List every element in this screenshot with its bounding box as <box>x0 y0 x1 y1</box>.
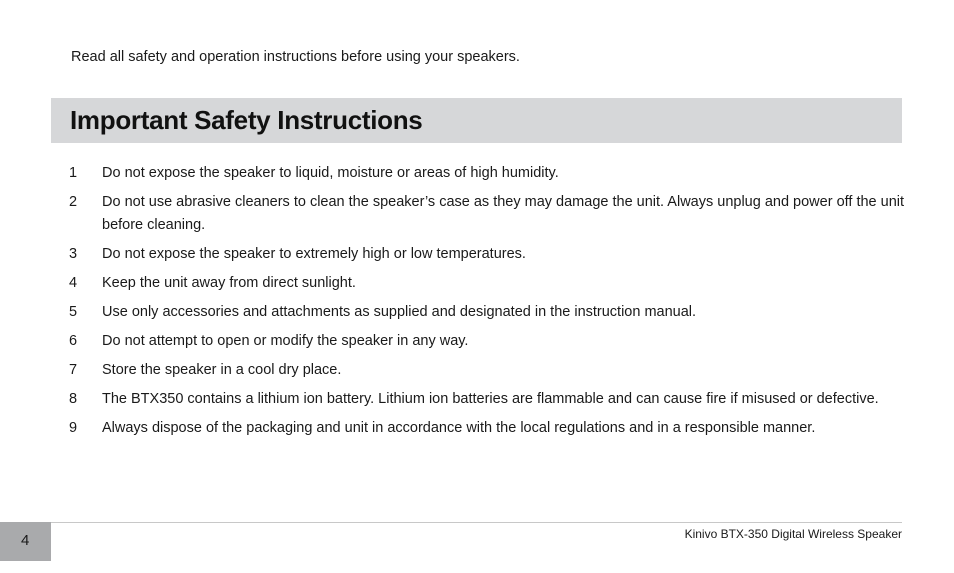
item-text: Do not use abrasive cleaners to clean the speaker’s case as they may damage the unit. Always unplug and power off the unit before cleaning. <box>102 194 905 233</box>
item-number: 1 <box>69 165 78 181</box>
list-item <box>69 272 905 295</box>
item-text: Use only accessories and attachments as supplied and designated in the instruction manual. <box>102 304 697 320</box>
list-item <box>69 417 905 440</box>
list-item <box>69 301 905 324</box>
item-text: Do not expose the speaker to extremely high or low temperatures. <box>102 246 526 262</box>
list-item <box>69 388 905 411</box>
item-number: 3 <box>69 246 78 262</box>
item-number: 8 <box>69 391 78 407</box>
list-item <box>69 191 905 237</box>
item-text: Do not expose the speaker to liquid, moisture or areas of high humidity. <box>102 165 559 181</box>
item-text: Do not attempt to open or modify the speaker in any way. <box>102 333 469 349</box>
item-number: 6 <box>69 333 78 349</box>
item-text: Store the speaker in a cool dry place. <box>102 362 342 378</box>
item-text: The BTX350 contains a lithium ion battery. Lithium ion batteries are flammable and can cause fire if misused or defective. <box>102 391 879 407</box>
list-item <box>69 243 905 266</box>
item-number: 9 <box>69 420 78 436</box>
intro-text: Read all safety and operation instructions before using your speakers. <box>71 49 520 65</box>
item-number: 5 <box>69 304 78 320</box>
page-number-box <box>0 522 51 561</box>
list-item <box>69 162 905 185</box>
item-number: 7 <box>69 362 78 378</box>
item-number: 4 <box>69 275 78 291</box>
list-item <box>69 330 905 353</box>
item-number: 2 <box>69 194 78 210</box>
list-item <box>69 359 905 382</box>
safety-instructions-list <box>69 162 905 446</box>
section-header <box>51 98 902 143</box>
footer-product-name: Kinivo BTX-350 Digital Wireless Speaker <box>684 527 902 541</box>
item-text: Keep the unit away from direct sunlight. <box>102 275 356 291</box>
section-title: Important Safety Instructions <box>70 105 423 135</box>
footer-divider <box>51 522 902 523</box>
item-text: Always dispose of the packaging and unit in accordance with the local regulations and in a responsible manner. <box>102 420 816 436</box>
page-number: 4 <box>21 532 30 549</box>
